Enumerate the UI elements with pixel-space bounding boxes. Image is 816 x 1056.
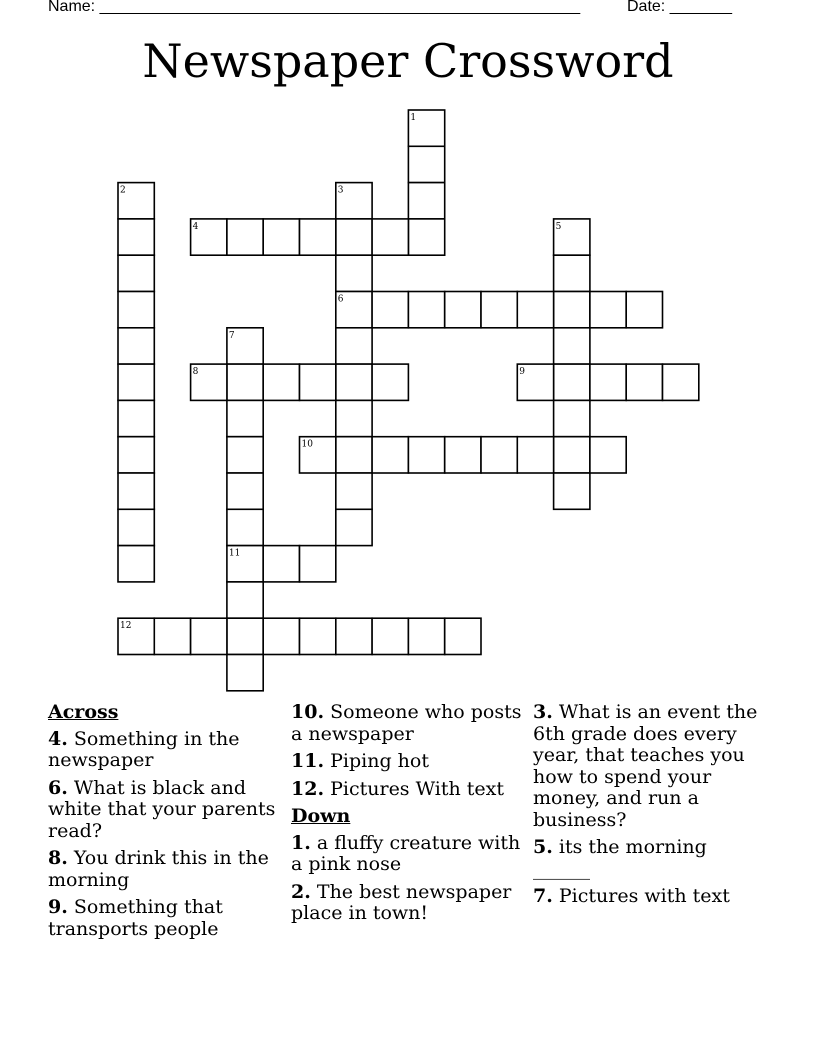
grid-cell[interactable] (118, 255, 154, 291)
clue-number: 2 (120, 185, 126, 196)
across-heading: Across (48, 701, 119, 723)
grid-cell[interactable] (118, 364, 154, 400)
grid-cell[interactable] (300, 618, 336, 654)
grid-cell[interactable] (590, 437, 626, 473)
date-field-label: Date: _______ (627, 0, 732, 15)
grid-cell[interactable] (227, 582, 263, 618)
grid-cell[interactable] (336, 219, 372, 255)
clue-number: 6 (337, 294, 344, 305)
clue-number: 10 (301, 439, 313, 450)
clue-across-12: 12. Pictures With text (291, 777, 505, 800)
grid-cell[interactable] (445, 292, 481, 328)
grid-cell[interactable] (336, 618, 372, 654)
down-heading: Down (291, 805, 351, 827)
grid-cell[interactable] (481, 437, 517, 473)
grid-cell[interactable] (227, 364, 263, 400)
grid-cell[interactable] (300, 219, 336, 255)
grid-cell[interactable] (336, 400, 372, 436)
grid-cell[interactable] (227, 509, 263, 545)
grid-cell[interactable] (300, 364, 336, 400)
grid-cell[interactable] (554, 437, 590, 473)
grid-cell[interactable] (663, 364, 699, 400)
grid-cell[interactable] (408, 219, 444, 255)
grid-cell[interactable] (408, 146, 444, 182)
grid-cell[interactable] (554, 328, 590, 364)
clue-number: 1 (410, 113, 417, 123)
clue-across-11: 11. Piping hot (291, 750, 429, 772)
clues-column-1 (48, 702, 284, 946)
grid-cell[interactable] (445, 618, 481, 654)
clues-column-3 (533, 702, 769, 914)
clue-across-6: 6. What is black and white that your parents read? (48, 776, 276, 842)
grid-cell[interactable] (263, 364, 299, 400)
grid-cell[interactable] (118, 509, 154, 545)
grid-cell[interactable] (227, 473, 263, 509)
grid-cell[interactable] (517, 292, 553, 328)
grid-cell[interactable] (408, 437, 444, 473)
grid-cell[interactable] (154, 618, 190, 654)
clue-number: 5 (555, 221, 562, 232)
grid-cell[interactable] (372, 292, 408, 328)
grid-cell[interactable] (263, 219, 299, 255)
grid-cell[interactable] (408, 183, 444, 219)
grid-cell[interactable] (626, 364, 662, 400)
grid-cell[interactable] (227, 437, 263, 473)
grid-cell[interactable] (336, 437, 372, 473)
page-title: Newspaper Crossword (142, 34, 674, 88)
clue-across-10: 10. Someone who posts a newspaper (291, 701, 522, 745)
grid-cell[interactable] (445, 437, 481, 473)
grid-cell[interactable] (227, 400, 263, 436)
grid-cell[interactable] (554, 255, 590, 291)
clue-across-4: 4. Something in the newspaper (48, 727, 240, 771)
grid-cell[interactable] (408, 292, 444, 328)
grid-cell[interactable] (554, 292, 590, 328)
grid-cell[interactable] (336, 509, 372, 545)
grid-cell[interactable] (227, 219, 263, 255)
clue-across-9: 9. Something that transports people (48, 896, 223, 940)
clue-down-3: 3. What is an event the 6th grade does every year, that teaches you how to spend your money, and run a business? (533, 701, 758, 831)
grid-cell[interactable] (263, 618, 299, 654)
clue-number: 8 (192, 367, 199, 378)
grid-cell[interactable] (554, 364, 590, 400)
clue-down-5: 5. its the morning ______ (533, 836, 707, 880)
grid-cell[interactable] (263, 546, 299, 582)
grid-cell[interactable] (517, 437, 553, 473)
grid-cell[interactable] (118, 328, 154, 364)
clue-number: 7 (228, 330, 235, 341)
grid-cell[interactable] (372, 618, 408, 654)
grid-cell[interactable] (191, 618, 227, 654)
grid-cell[interactable] (590, 292, 626, 328)
grid-cell[interactable] (336, 364, 372, 400)
clue-down-2: 2. The best newspaper place in town! (291, 880, 512, 924)
grid-cell[interactable] (336, 255, 372, 291)
grid-cell[interactable] (336, 328, 372, 364)
grid-cell[interactable] (227, 618, 263, 654)
grid-cell[interactable] (118, 437, 154, 473)
clue-across-8: 8. You drink this in the morning (48, 847, 269, 891)
clue-number: 4 (192, 221, 199, 232)
grid-cell[interactable] (626, 292, 662, 328)
grid-cell[interactable] (408, 618, 444, 654)
grid-cell[interactable] (372, 364, 408, 400)
clues-column-2 (291, 702, 527, 931)
name-field-label: Name: ______________________________________________________ (48, 0, 581, 15)
clue-number: 3 (337, 185, 344, 196)
grid-cell[interactable] (118, 473, 154, 509)
grid-cell[interactable] (336, 473, 372, 509)
grid-cell[interactable] (590, 364, 626, 400)
grid-cell[interactable] (227, 655, 263, 691)
grid-cell[interactable] (554, 473, 590, 509)
grid-cell[interactable] (372, 437, 408, 473)
clue-number: 12 (120, 621, 132, 632)
grid-cell[interactable] (118, 400, 154, 436)
grid-cell[interactable] (118, 219, 154, 255)
grid-cell[interactable] (300, 546, 336, 582)
grid-cell[interactable] (118, 292, 154, 328)
clue-number: 11 (228, 548, 241, 559)
grid-cell[interactable] (372, 219, 408, 255)
clue-down-1: 1. a fluffy creature with a pink nose (291, 831, 521, 875)
grid-cell[interactable] (118, 546, 154, 582)
grid-cell[interactable] (481, 292, 517, 328)
grid-cell[interactable] (554, 400, 590, 436)
clue-down-7: 7. Pictures with text (533, 885, 730, 907)
clue-number: 9 (519, 367, 526, 378)
